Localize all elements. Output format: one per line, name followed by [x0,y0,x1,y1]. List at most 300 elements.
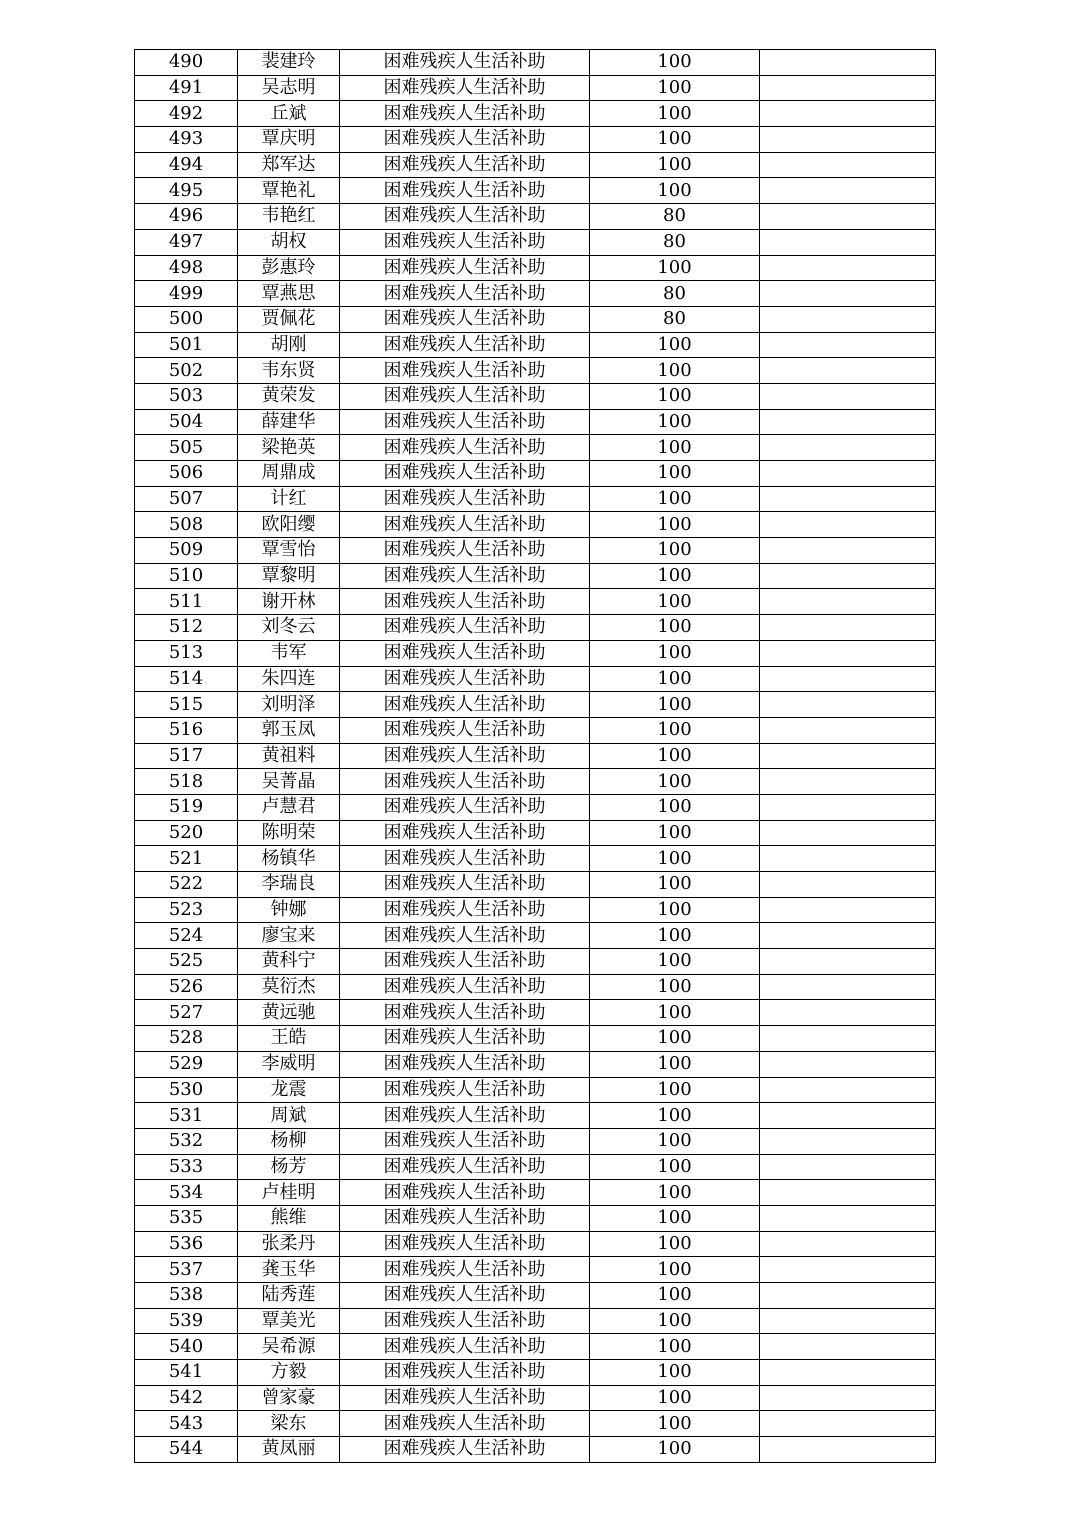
cell-amount: 100 [590,152,760,178]
cell-note [760,769,936,795]
cell-index: 493 [135,127,238,153]
cell-name: 杨镇华 [238,846,340,872]
cell-name: 丘斌 [238,101,340,127]
cell-subsidy-type: 困难残疾人生活补助 [340,872,590,898]
cell-note [760,255,936,281]
cell-note [760,204,936,230]
cell-amount: 100 [590,1077,760,1103]
table-row [135,666,936,692]
cell-amount: 100 [590,1180,760,1206]
cell-index: 496 [135,204,238,230]
table-row [135,1308,936,1334]
cell-name: 梁艳英 [238,435,340,461]
cell-note [760,949,936,975]
cell-name: 韦艳红 [238,204,340,230]
cell-subsidy-type: 困难残疾人生活补助 [340,1154,590,1180]
cell-subsidy-type: 困难残疾人生活补助 [340,178,590,204]
cell-name: 陈明荣 [238,820,340,846]
cell-note [760,1257,936,1283]
cell-note [760,1205,936,1231]
cell-note [760,717,936,743]
table-row [135,50,936,76]
cell-amount: 100 [590,872,760,898]
cell-index: 490 [135,50,238,76]
table-row [135,409,936,435]
cell-amount: 100 [590,794,760,820]
cell-index: 539 [135,1308,238,1334]
cell-subsidy-type: 困难残疾人生活补助 [340,743,590,769]
cell-index: 519 [135,794,238,820]
cell-name: 莫衍杰 [238,974,340,1000]
cell-amount: 100 [590,666,760,692]
table-row [135,1385,936,1411]
cell-index: 541 [135,1360,238,1386]
cell-subsidy-type: 困难残疾人生活补助 [340,281,590,307]
cell-amount: 100 [590,409,760,435]
cell-subsidy-type: 困难残疾人生活补助 [340,923,590,949]
cell-amount: 100 [590,512,760,538]
table-row [135,152,936,178]
cell-name: 吴志明 [238,75,340,101]
cell-index: 529 [135,1051,238,1077]
table-body [135,50,936,1463]
cell-name: 刘冬云 [238,615,340,641]
cell-index: 517 [135,743,238,769]
cell-amount: 100 [590,101,760,127]
cell-name: 覃燕思 [238,281,340,307]
table-row [135,923,936,949]
cell-subsidy-type: 困难残疾人生活补助 [340,1385,590,1411]
cell-index: 533 [135,1154,238,1180]
cell-note [760,1051,936,1077]
table-row [135,1051,936,1077]
cell-note [760,794,936,820]
cell-subsidy-type: 困难残疾人生活补助 [340,769,590,795]
cell-name: 吴希源 [238,1334,340,1360]
cell-index: 526 [135,974,238,1000]
cell-subsidy-type: 困难残疾人生活补助 [340,1437,590,1463]
cell-name: 龙震 [238,1077,340,1103]
cell-index: 537 [135,1257,238,1283]
cell-name: 周斌 [238,1103,340,1129]
cell-note [760,974,936,1000]
cell-note [760,229,936,255]
cell-name: 计红 [238,486,340,512]
table-row [135,717,936,743]
cell-subsidy-type: 困难残疾人生活补助 [340,1257,590,1283]
cell-name: 廖宝来 [238,923,340,949]
cell-name: 吴菁晶 [238,769,340,795]
cell-index: 514 [135,666,238,692]
cell-index: 525 [135,949,238,975]
cell-amount: 100 [590,820,760,846]
table-row [135,692,936,718]
table-row [135,75,936,101]
cell-index: 524 [135,923,238,949]
table-row [135,435,936,461]
cell-subsidy-type: 困难残疾人生活补助 [340,332,590,358]
cell-amount: 100 [590,1128,760,1154]
cell-name: 杨芳 [238,1154,340,1180]
table-row [135,1437,936,1463]
cell-note [760,486,936,512]
cell-note [760,127,936,153]
cell-subsidy-type: 困难残疾人生活补助 [340,1308,590,1334]
cell-index: 497 [135,229,238,255]
cell-amount: 100 [590,563,760,589]
cell-name: 方毅 [238,1360,340,1386]
subsidy-table [134,49,936,1463]
cell-subsidy-type: 困难残疾人生活补助 [340,1128,590,1154]
cell-subsidy-type: 困难残疾人生活补助 [340,1283,590,1309]
cell-note [760,281,936,307]
cell-index: 491 [135,75,238,101]
cell-subsidy-type: 困难残疾人生活补助 [340,101,590,127]
cell-subsidy-type: 困难残疾人生活补助 [340,1411,590,1437]
cell-index: 500 [135,306,238,332]
table-row [135,512,936,538]
table-row [135,1154,936,1180]
cell-index: 492 [135,101,238,127]
cell-subsidy-type: 困难残疾人生活补助 [340,152,590,178]
cell-index: 542 [135,1385,238,1411]
table-row [135,1283,936,1309]
cell-index: 535 [135,1205,238,1231]
table-row [135,1231,936,1257]
table-row [135,486,936,512]
cell-subsidy-type: 困难残疾人生活补助 [340,1360,590,1386]
cell-amount: 80 [590,306,760,332]
cell-note [760,615,936,641]
cell-subsidy-type: 困难残疾人生活补助 [340,409,590,435]
cell-name: 李瑞良 [238,872,340,898]
cell-amount: 100 [590,1231,760,1257]
cell-note [760,332,936,358]
cell-index: 507 [135,486,238,512]
cell-subsidy-type: 困难残疾人生活补助 [340,846,590,872]
cell-subsidy-type: 困难残疾人生活补助 [340,75,590,101]
cell-index: 532 [135,1128,238,1154]
cell-amount: 100 [590,178,760,204]
cell-name: 覃美光 [238,1308,340,1334]
cell-name: 王皓 [238,1026,340,1052]
cell-note [760,75,936,101]
table-row [135,1077,936,1103]
cell-subsidy-type: 困难残疾人生活补助 [340,229,590,255]
cell-subsidy-type: 困难残疾人生活补助 [340,358,590,384]
cell-index: 531 [135,1103,238,1129]
cell-subsidy-type: 困难残疾人生活补助 [340,692,590,718]
cell-note [760,409,936,435]
table-row [135,820,936,846]
cell-note [760,152,936,178]
cell-subsidy-type: 困难残疾人生活补助 [340,1103,590,1129]
cell-name: 贾佩花 [238,306,340,332]
cell-subsidy-type: 困难残疾人生活补助 [340,949,590,975]
table-row [135,974,936,1000]
table-row [135,1180,936,1206]
table-row [135,1257,936,1283]
cell-amount: 100 [590,974,760,1000]
cell-amount: 100 [590,255,760,281]
cell-amount: 100 [590,1103,760,1129]
cell-note [760,461,936,487]
cell-index: 512 [135,615,238,641]
cell-note [760,666,936,692]
cell-index: 521 [135,846,238,872]
cell-name: 朱四连 [238,666,340,692]
cell-amount: 100 [590,923,760,949]
table-row [135,538,936,564]
table-row [135,281,936,307]
cell-index: 534 [135,1180,238,1206]
cell-note [760,846,936,872]
cell-name: 覃雪怡 [238,538,340,564]
cell-index: 504 [135,409,238,435]
cell-amount: 100 [590,1257,760,1283]
cell-amount: 100 [590,615,760,641]
table-row [135,127,936,153]
cell-name: 覃庆明 [238,127,340,153]
cell-subsidy-type: 困难残疾人生活补助 [340,50,590,76]
cell-note [760,563,936,589]
cell-amount: 100 [590,640,760,666]
cell-amount: 100 [590,461,760,487]
table-row [135,1103,936,1129]
cell-subsidy-type: 困难残疾人生活补助 [340,255,590,281]
cell-amount: 80 [590,229,760,255]
cell-index: 506 [135,461,238,487]
cell-note [760,1231,936,1257]
table-row [135,769,936,795]
table-row [135,204,936,230]
cell-amount: 100 [590,50,760,76]
cell-amount: 100 [590,332,760,358]
cell-subsidy-type: 困难残疾人生活补助 [340,512,590,538]
cell-note [760,435,936,461]
cell-amount: 100 [590,1360,760,1386]
table-row [135,589,936,615]
cell-amount: 100 [590,589,760,615]
table-row [135,101,936,127]
cell-name: 钟娜 [238,897,340,923]
cell-name: 熊维 [238,1205,340,1231]
cell-name: 周鼎成 [238,461,340,487]
cell-amount: 100 [590,486,760,512]
cell-note [760,1283,936,1309]
table-row [135,229,936,255]
cell-name: 黄荣发 [238,383,340,409]
cell-note [760,1103,936,1129]
cell-name: 黄祖料 [238,743,340,769]
cell-amount: 100 [590,743,760,769]
cell-name: 黄凤丽 [238,1437,340,1463]
cell-index: 544 [135,1437,238,1463]
cell-index: 510 [135,563,238,589]
table-row [135,306,936,332]
cell-note [760,1000,936,1026]
cell-subsidy-type: 困难残疾人生活补助 [340,1205,590,1231]
cell-name: 薛建华 [238,409,340,435]
cell-name: 陆秀莲 [238,1283,340,1309]
cell-amount: 100 [590,1283,760,1309]
cell-index: 495 [135,178,238,204]
table-row [135,383,936,409]
cell-amount: 100 [590,1308,760,1334]
cell-note [760,383,936,409]
cell-amount: 100 [590,769,760,795]
cell-name: 黄远驰 [238,1000,340,1026]
cell-name: 彭惠玲 [238,255,340,281]
cell-name: 韦东贤 [238,358,340,384]
cell-subsidy-type: 困难残疾人生活补助 [340,1334,590,1360]
cell-note [760,1154,936,1180]
cell-amount: 100 [590,1411,760,1437]
cell-amount: 100 [590,1154,760,1180]
cell-amount: 100 [590,1205,760,1231]
cell-note [760,589,936,615]
cell-index: 513 [135,640,238,666]
cell-note [760,923,936,949]
table-row [135,461,936,487]
cell-name: 胡权 [238,229,340,255]
cell-index: 494 [135,152,238,178]
cell-name: 裴建玲 [238,50,340,76]
cell-note [760,1437,936,1463]
table-row [135,743,936,769]
cell-index: 527 [135,1000,238,1026]
cell-subsidy-type: 困难残疾人生活补助 [340,1026,590,1052]
cell-index: 498 [135,255,238,281]
cell-amount: 100 [590,897,760,923]
cell-note [760,101,936,127]
cell-amount: 100 [590,538,760,564]
cell-note [760,178,936,204]
cell-note [760,1411,936,1437]
table-row [135,358,936,384]
cell-note [760,1128,936,1154]
cell-index: 520 [135,820,238,846]
cell-subsidy-type: 困难残疾人生活补助 [340,1231,590,1257]
table-row [135,615,936,641]
table-row [135,1411,936,1437]
cell-note [760,358,936,384]
cell-note [760,1334,936,1360]
cell-index: 516 [135,717,238,743]
cell-name: 欧阳缨 [238,512,340,538]
cell-subsidy-type: 困难残疾人生活补助 [340,974,590,1000]
cell-subsidy-type: 困难残疾人生活补助 [340,666,590,692]
cell-amount: 100 [590,846,760,872]
cell-note [760,50,936,76]
table-row [135,332,936,358]
table-row [135,949,936,975]
cell-amount: 100 [590,1051,760,1077]
cell-index: 508 [135,512,238,538]
cell-index: 501 [135,332,238,358]
cell-name: 郭玉凤 [238,717,340,743]
table-row [135,1334,936,1360]
table-row [135,846,936,872]
table-row [135,1128,936,1154]
cell-name: 韦军 [238,640,340,666]
cell-note [760,1077,936,1103]
cell-subsidy-type: 困难残疾人生活补助 [340,486,590,512]
cell-name: 覃黎明 [238,563,340,589]
cell-name: 杨柳 [238,1128,340,1154]
cell-name: 郑军达 [238,152,340,178]
table-row [135,1026,936,1052]
cell-name: 龚玉华 [238,1257,340,1283]
cell-name: 覃艳礼 [238,178,340,204]
cell-name: 梁东 [238,1411,340,1437]
cell-subsidy-type: 困难残疾人生活补助 [340,1051,590,1077]
cell-subsidy-type: 困难残疾人生活补助 [340,383,590,409]
table-row [135,1360,936,1386]
cell-amount: 100 [590,717,760,743]
cell-subsidy-type: 困难残疾人生活补助 [340,897,590,923]
cell-index: 518 [135,769,238,795]
cell-name: 刘明泽 [238,692,340,718]
cell-subsidy-type: 困难残疾人生活补助 [340,640,590,666]
cell-amount: 100 [590,692,760,718]
cell-index: 543 [135,1411,238,1437]
cell-amount: 80 [590,281,760,307]
table-row [135,640,936,666]
cell-note [760,538,936,564]
cell-subsidy-type: 困难残疾人生活补助 [340,127,590,153]
cell-amount: 100 [590,1026,760,1052]
cell-name: 谢开林 [238,589,340,615]
cell-subsidy-type: 困难残疾人生活补助 [340,1000,590,1026]
table-row [135,1205,936,1231]
cell-amount: 100 [590,383,760,409]
cell-index: 515 [135,692,238,718]
cell-note [760,640,936,666]
table-row [135,897,936,923]
cell-subsidy-type: 困难残疾人生活补助 [340,615,590,641]
cell-name: 胡刚 [238,332,340,358]
table-row [135,178,936,204]
cell-name: 张柔丹 [238,1231,340,1257]
cell-index: 522 [135,872,238,898]
cell-index: 538 [135,1283,238,1309]
cell-subsidy-type: 困难残疾人生活补助 [340,461,590,487]
cell-amount: 100 [590,435,760,461]
table-row [135,794,936,820]
cell-amount: 100 [590,1385,760,1411]
cell-note [760,743,936,769]
cell-subsidy-type: 困难残疾人生活补助 [340,717,590,743]
cell-note [760,820,936,846]
cell-amount: 100 [590,358,760,384]
cell-amount: 100 [590,1437,760,1463]
cell-note [760,1385,936,1411]
cell-subsidy-type: 困难残疾人生活补助 [340,563,590,589]
cell-index: 505 [135,435,238,461]
cell-note [760,692,936,718]
cell-name: 卢慧君 [238,794,340,820]
table-row [135,872,936,898]
cell-subsidy-type: 困难残疾人生活补助 [340,538,590,564]
cell-amount: 80 [590,204,760,230]
cell-subsidy-type: 困难残疾人生活补助 [340,820,590,846]
cell-index: 499 [135,281,238,307]
cell-index: 523 [135,897,238,923]
table-row [135,255,936,281]
cell-note [760,897,936,923]
table-row [135,563,936,589]
